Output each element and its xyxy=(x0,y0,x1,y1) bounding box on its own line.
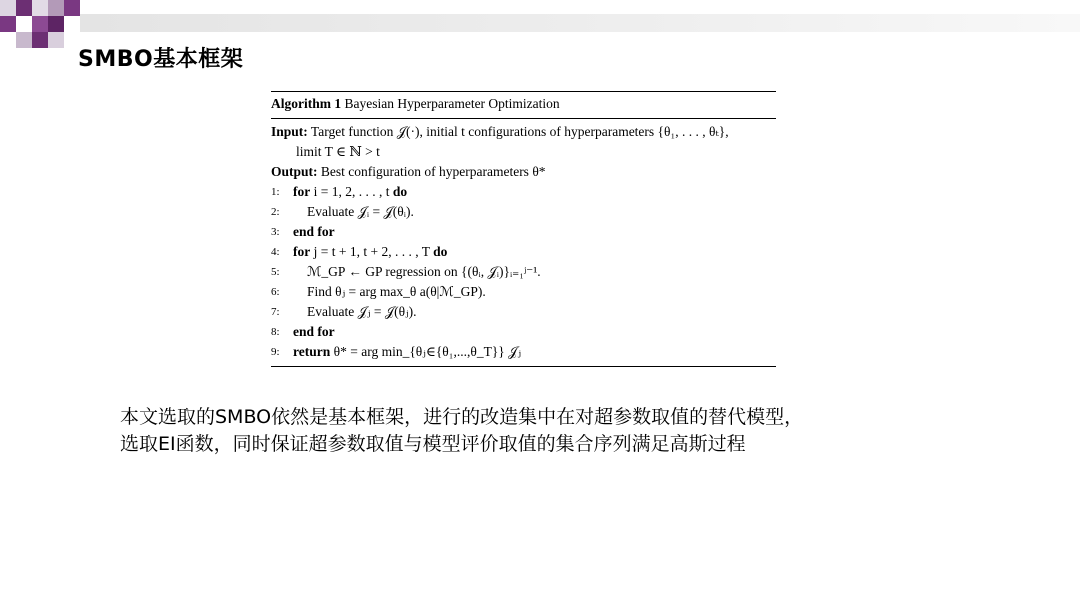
slide-title: SMBO基本框架 xyxy=(78,47,244,72)
step-number: 4: xyxy=(271,246,280,258)
output-line xyxy=(271,162,776,182)
algorithm-header xyxy=(271,92,776,116)
algorithm-step xyxy=(271,342,776,362)
description-line: 本文选取的SMBO依然是基本框架，进行的改造集中在对超参数取值的替代模型， xyxy=(120,406,804,428)
corner-decoration xyxy=(16,0,32,16)
step-text: Find θⱼ = arg max_θ a(θ|ℳ_GP). xyxy=(307,284,486,299)
algorithm-io xyxy=(271,119,776,182)
output-label: Output: xyxy=(271,164,318,179)
header-bar xyxy=(80,14,1080,32)
step-number: 1: xyxy=(271,186,280,198)
algorithm-step xyxy=(271,262,776,282)
step-number: 3: xyxy=(271,226,280,238)
description-line: 选取EI函数，同时保证超参数取值与模型评价取值的集合序列满足高斯过程 xyxy=(120,433,746,455)
input-line xyxy=(271,122,776,142)
step-number: 8: xyxy=(271,326,280,338)
step-number: 5: xyxy=(271,266,280,278)
corner-decoration xyxy=(48,0,64,16)
corner-decoration xyxy=(0,0,16,16)
corner-decoration xyxy=(0,16,16,32)
output-text: Best configuration of hyperparameters θ* xyxy=(320,164,546,179)
algorithm-step xyxy=(271,202,776,222)
step-number: 7: xyxy=(271,306,280,318)
step-number: 6: xyxy=(271,286,280,298)
algorithm-steps xyxy=(271,182,776,362)
algorithm-step xyxy=(271,282,776,302)
corner-decoration xyxy=(64,0,80,16)
step-text: Evaluate 𝒥ᵢ = 𝒥(θᵢ). xyxy=(307,204,414,219)
algorithm-step xyxy=(271,242,776,262)
step-number: 2: xyxy=(271,206,280,218)
algorithm-box xyxy=(271,91,776,367)
algorithm-bottom-rule xyxy=(271,366,776,367)
algorithm-step xyxy=(271,182,776,202)
input-continuation: limit T ∈ ℕ > t xyxy=(296,144,380,159)
corner-decoration xyxy=(16,32,32,48)
step-number: 9: xyxy=(271,346,280,358)
corner-decoration xyxy=(32,32,48,48)
algorithm-step xyxy=(271,322,776,342)
corner-decoration xyxy=(48,32,64,48)
step-text: ℳ_GP ← GP regression on {(θᵢ, 𝒥ᵢ)}ᵢ₌₁ʲ⁻¹. xyxy=(307,264,541,279)
algorithm-name: Bayesian Hyperparameter Optimization xyxy=(344,96,560,111)
algorithm-label: Algorithm 1 xyxy=(271,96,342,111)
algorithm-step xyxy=(271,302,776,322)
step-text: for j = t + 1, t + 2, . . . , T do xyxy=(293,244,448,259)
corner-decoration xyxy=(32,0,48,16)
step-text: end for xyxy=(293,324,335,339)
step-text: return θ* = arg min_{θⱼ∈{θ₁,...,θ_T}} 𝒥ⱼ xyxy=(293,344,522,359)
input-label: Input: xyxy=(271,124,308,139)
step-text: Evaluate 𝒥ⱼ = 𝒥(θⱼ). xyxy=(307,304,417,319)
input-text: Target function 𝒥(·), initial t configurations of hyperparameters {θ₁, . . . , θₜ}, xyxy=(310,124,729,139)
algorithm-step xyxy=(271,222,776,242)
step-text: for i = 1, 2, . . . , t do xyxy=(293,184,408,199)
corner-decoration xyxy=(48,16,64,32)
step-text: end for xyxy=(293,224,335,239)
description-text xyxy=(120,404,980,458)
corner-decoration xyxy=(32,16,48,32)
